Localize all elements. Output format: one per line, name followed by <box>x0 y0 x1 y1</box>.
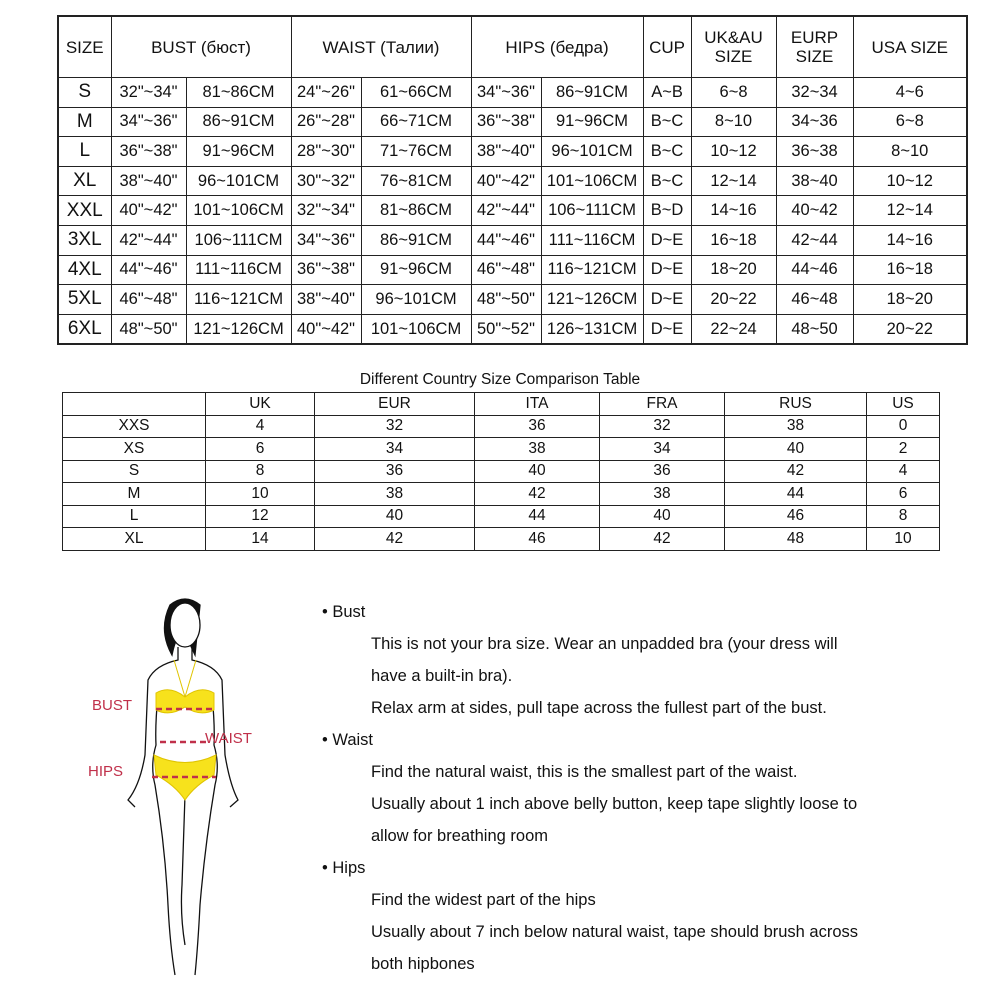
table-row <box>63 415 940 438</box>
table-cell: 48"~50" <box>111 314 186 344</box>
table-cell: 6 <box>206 438 315 461</box>
table-cell: 16~18 <box>853 255 967 285</box>
header-cell <box>63 393 206 416</box>
table-cell: 86~91CM <box>541 78 643 108</box>
waist-title: • Waist <box>322 731 373 749</box>
table-cell: 50"~52" <box>471 314 541 344</box>
table-cell: 8~10 <box>853 137 967 167</box>
table-cell: 32 <box>600 415 725 438</box>
table-cell: 24"~26" <box>291 78 361 108</box>
table-cell: M <box>58 107 111 137</box>
table-cell: 34"~36" <box>471 78 541 108</box>
table-cell: 10~12 <box>853 166 967 196</box>
table-cell: 34 <box>600 438 725 461</box>
table-cell: XL <box>58 166 111 196</box>
table-cell: 46"~48" <box>111 285 186 315</box>
table-cell: 40 <box>315 505 475 528</box>
table-row <box>63 528 940 551</box>
table-cell: 32"~34" <box>291 196 361 226</box>
table-cell: 12~14 <box>691 166 776 196</box>
table-cell: XXS <box>63 415 206 438</box>
table-row <box>63 483 940 506</box>
table-cell: B~C <box>643 137 691 167</box>
table-cell: 14~16 <box>691 196 776 226</box>
table-cell: 8 <box>867 505 940 528</box>
hips-note-2: Usually about 7 inch below natural waist, tape should brush across <box>371 923 859 941</box>
hips-label: HIPS <box>88 763 124 780</box>
table-row <box>58 255 967 285</box>
table-cell: 44 <box>725 483 867 506</box>
table-cell: 38 <box>725 415 867 438</box>
header-cell: ITA <box>475 393 600 416</box>
table-cell: 8~10 <box>691 107 776 137</box>
size-chart-header <box>58 16 967 78</box>
table-cell: 71~76CM <box>361 137 471 167</box>
table-cell: 30"~32" <box>291 166 361 196</box>
table-cell: 6XL <box>58 314 111 344</box>
header-hips: HIPS (бедра) <box>471 16 643 78</box>
table-cell: 121~126CM <box>186 314 291 344</box>
header-ukau-line2: SIZE <box>714 47 753 66</box>
table-cell: 12~14 <box>853 196 967 226</box>
table-cell: 111~116CM <box>186 255 291 285</box>
table-cell: 48 <box>725 528 867 551</box>
table-row <box>58 78 967 108</box>
header-eurp-line1: EURP <box>790 28 839 47</box>
table-cell: 28"~30" <box>291 137 361 167</box>
table-cell: 40"~42" <box>471 166 541 196</box>
table-cell: 101~106CM <box>361 314 471 344</box>
table-cell: 36 <box>600 460 725 483</box>
table-row <box>63 505 940 528</box>
waist-note-1: Find the natural waist, this is the smallest part of the waist. <box>371 763 798 781</box>
header-eurp <box>776 16 853 78</box>
table-cell: 38 <box>475 438 600 461</box>
header-cell: RUS <box>725 393 867 416</box>
table-cell: 42"~44" <box>111 225 186 255</box>
table-cell: 8 <box>206 460 315 483</box>
table-cell: XL <box>63 528 206 551</box>
table-cell: 32 <box>315 415 475 438</box>
table-cell: 91~96CM <box>361 255 471 285</box>
table-cell: 34"~36" <box>111 107 186 137</box>
table-cell: 126~131CM <box>541 314 643 344</box>
table-cell: 44"~46" <box>111 255 186 285</box>
header-cell: EUR <box>315 393 475 416</box>
comparison-header <box>63 393 940 416</box>
table-row <box>58 196 967 226</box>
table-cell: 38 <box>600 483 725 506</box>
waist-note-3: allow for breathing room <box>371 827 549 845</box>
header-ukau <box>691 16 776 78</box>
header-ukau-line1: UK&AU <box>704 28 763 47</box>
table-cell: XS <box>63 438 206 461</box>
table-cell: 40"~42" <box>111 196 186 226</box>
table-row <box>63 438 940 461</box>
header-cup: CUP <box>643 16 691 78</box>
table-cell: 46"~48" <box>471 255 541 285</box>
table-cell: 22~24 <box>691 314 776 344</box>
table-cell: 34~36 <box>776 107 853 137</box>
table-cell: 66~71CM <box>361 107 471 137</box>
table-cell: S <box>58 78 111 108</box>
table-row <box>58 107 967 137</box>
head-outline <box>170 603 200 647</box>
table-cell: 20~22 <box>691 285 776 315</box>
table-cell: 76~81CM <box>361 166 471 196</box>
header-cell: FRA <box>600 393 725 416</box>
header-eurp-line2: SIZE <box>795 47 834 66</box>
table-cell: 38"~40" <box>291 285 361 315</box>
table-cell: 18~20 <box>853 285 967 315</box>
header-cell: US <box>867 393 940 416</box>
table-row <box>58 137 967 167</box>
table-cell: 3XL <box>58 225 111 255</box>
table-cell: 116~121CM <box>186 285 291 315</box>
table-cell: 38 <box>315 483 475 506</box>
table-row <box>63 460 940 483</box>
table-cell: 18~20 <box>691 255 776 285</box>
header-bust: BUST (бюст) <box>111 16 291 78</box>
table-cell: 96~101CM <box>541 137 643 167</box>
table-cell: 10 <box>867 528 940 551</box>
header-size: SIZE <box>58 16 111 78</box>
table-cell: 4 <box>867 460 940 483</box>
table-cell: 106~111CM <box>541 196 643 226</box>
table-cell: 46~48 <box>776 285 853 315</box>
table-cell: 40 <box>725 438 867 461</box>
table-cell: B~C <box>643 166 691 196</box>
table-cell: 36 <box>315 460 475 483</box>
comparison-body <box>63 393 940 551</box>
table-cell: 61~66CM <box>361 78 471 108</box>
table-cell: A~B <box>643 78 691 108</box>
table-cell: 48~50 <box>776 314 853 344</box>
table-cell: 42"~44" <box>471 196 541 226</box>
table-cell: 111~116CM <box>541 225 643 255</box>
table-cell: 42 <box>600 528 725 551</box>
table-cell: XXL <box>58 196 111 226</box>
table-cell: 2 <box>867 438 940 461</box>
table-row <box>58 225 967 255</box>
size-chart-body <box>58 78 967 345</box>
table-cell: 96~101CM <box>361 285 471 315</box>
table-cell: 6~8 <box>691 78 776 108</box>
table-cell: 106~111CM <box>186 225 291 255</box>
table-cell: 101~106CM <box>541 166 643 196</box>
table-cell: L <box>63 505 206 528</box>
table-cell: 42 <box>315 528 475 551</box>
table-cell: 96~101CM <box>186 166 291 196</box>
table-cell: 20~22 <box>853 314 967 344</box>
table-cell: 101~106CM <box>186 196 291 226</box>
table-cell: 91~96CM <box>541 107 643 137</box>
table-cell: 10 <box>206 483 315 506</box>
table-cell: 4~6 <box>853 78 967 108</box>
table-cell: S <box>63 460 206 483</box>
table-cell: 40"~42" <box>291 314 361 344</box>
waist-note-2: Usually about 1 inch above belly button, keep tape slightly loose to <box>371 795 858 813</box>
table-cell: 116~121CM <box>541 255 643 285</box>
table-cell: 36"~38" <box>471 107 541 137</box>
table-cell: B~D <box>643 196 691 226</box>
table-cell: 48"~50" <box>471 285 541 315</box>
table-cell: 12 <box>206 505 315 528</box>
hips-title: • Hips <box>322 859 366 877</box>
hips-note-3: both hipbones <box>371 955 475 973</box>
table-cell: 32~34 <box>776 78 853 108</box>
table-cell: 32"~34" <box>111 78 186 108</box>
table-cell: 26"~28" <box>291 107 361 137</box>
waist-label: WAIST <box>205 730 252 747</box>
table-row <box>58 285 967 315</box>
table-cell: 4XL <box>58 255 111 285</box>
table-cell: L <box>58 137 111 167</box>
table-cell: 40 <box>475 460 600 483</box>
table-cell: 40 <box>600 505 725 528</box>
table-cell: D~E <box>643 285 691 315</box>
table-cell: 46 <box>725 505 867 528</box>
table-cell: 0 <box>867 415 940 438</box>
table-cell: 44 <box>475 505 600 528</box>
header-cell: UK <box>206 393 315 416</box>
table-cell: 44"~46" <box>471 225 541 255</box>
measurement-notes <box>322 600 858 984</box>
table-cell: 5XL <box>58 285 111 315</box>
table-cell: 86~91CM <box>361 225 471 255</box>
bust-title: • Bust <box>322 603 366 621</box>
hips-note-1: Find the widest part of the hips <box>371 891 596 909</box>
table-cell: 14~16 <box>853 225 967 255</box>
table-row <box>58 314 967 344</box>
table-cell: 38"~40" <box>471 137 541 167</box>
table-cell: 34 <box>315 438 475 461</box>
table-cell: 6 <box>867 483 940 506</box>
table-cell: 86~91CM <box>186 107 291 137</box>
table-cell: 16~18 <box>691 225 776 255</box>
table-cell: 121~126CM <box>541 285 643 315</box>
table-cell: 81~86CM <box>361 196 471 226</box>
table-cell: 44~46 <box>776 255 853 285</box>
body-measurement-figure <box>70 585 300 985</box>
table-cell: 42 <box>475 483 600 506</box>
table-cell: 81~86CM <box>186 78 291 108</box>
table-cell: 38"~40" <box>111 166 186 196</box>
comparison-table <box>62 392 940 551</box>
bust-note-1: This is not your bra size. Wear an unpadded bra (your dress will <box>371 635 838 653</box>
table-cell: B~C <box>643 107 691 137</box>
header-usa: USA SIZE <box>853 16 967 78</box>
bust-label: BUST <box>92 697 133 714</box>
table-cell: M <box>63 483 206 506</box>
table-cell: 42~44 <box>776 225 853 255</box>
bikini-top <box>156 690 214 713</box>
table-cell: 34"~36" <box>291 225 361 255</box>
table-cell: 4 <box>206 415 315 438</box>
table-cell: D~E <box>643 225 691 255</box>
bust-note-2: have a built-in bra). <box>371 667 513 685</box>
table-cell: 46 <box>475 528 600 551</box>
table-cell: 40~42 <box>776 196 853 226</box>
comparison-title: Different Country Size Comparison Table <box>359 371 641 388</box>
table-cell: 36~38 <box>776 137 853 167</box>
table-cell: D~E <box>643 314 691 344</box>
table-cell: 36"~38" <box>291 255 361 285</box>
table-cell: 42 <box>725 460 867 483</box>
table-cell: 14 <box>206 528 315 551</box>
table-cell: 38~40 <box>776 166 853 196</box>
table-cell: 6~8 <box>853 107 967 137</box>
table-row <box>58 166 967 196</box>
size-chart-table <box>57 15 968 345</box>
header-waist: WAIST (Талии) <box>291 16 471 78</box>
table-cell: 91~96CM <box>186 137 291 167</box>
bust-note-3: Relax arm at sides, pull tape across the fullest part of the bust. <box>371 699 827 717</box>
table-cell: D~E <box>643 255 691 285</box>
table-cell: 36 <box>475 415 600 438</box>
table-cell: 10~12 <box>691 137 776 167</box>
table-cell: 36"~38" <box>111 137 186 167</box>
